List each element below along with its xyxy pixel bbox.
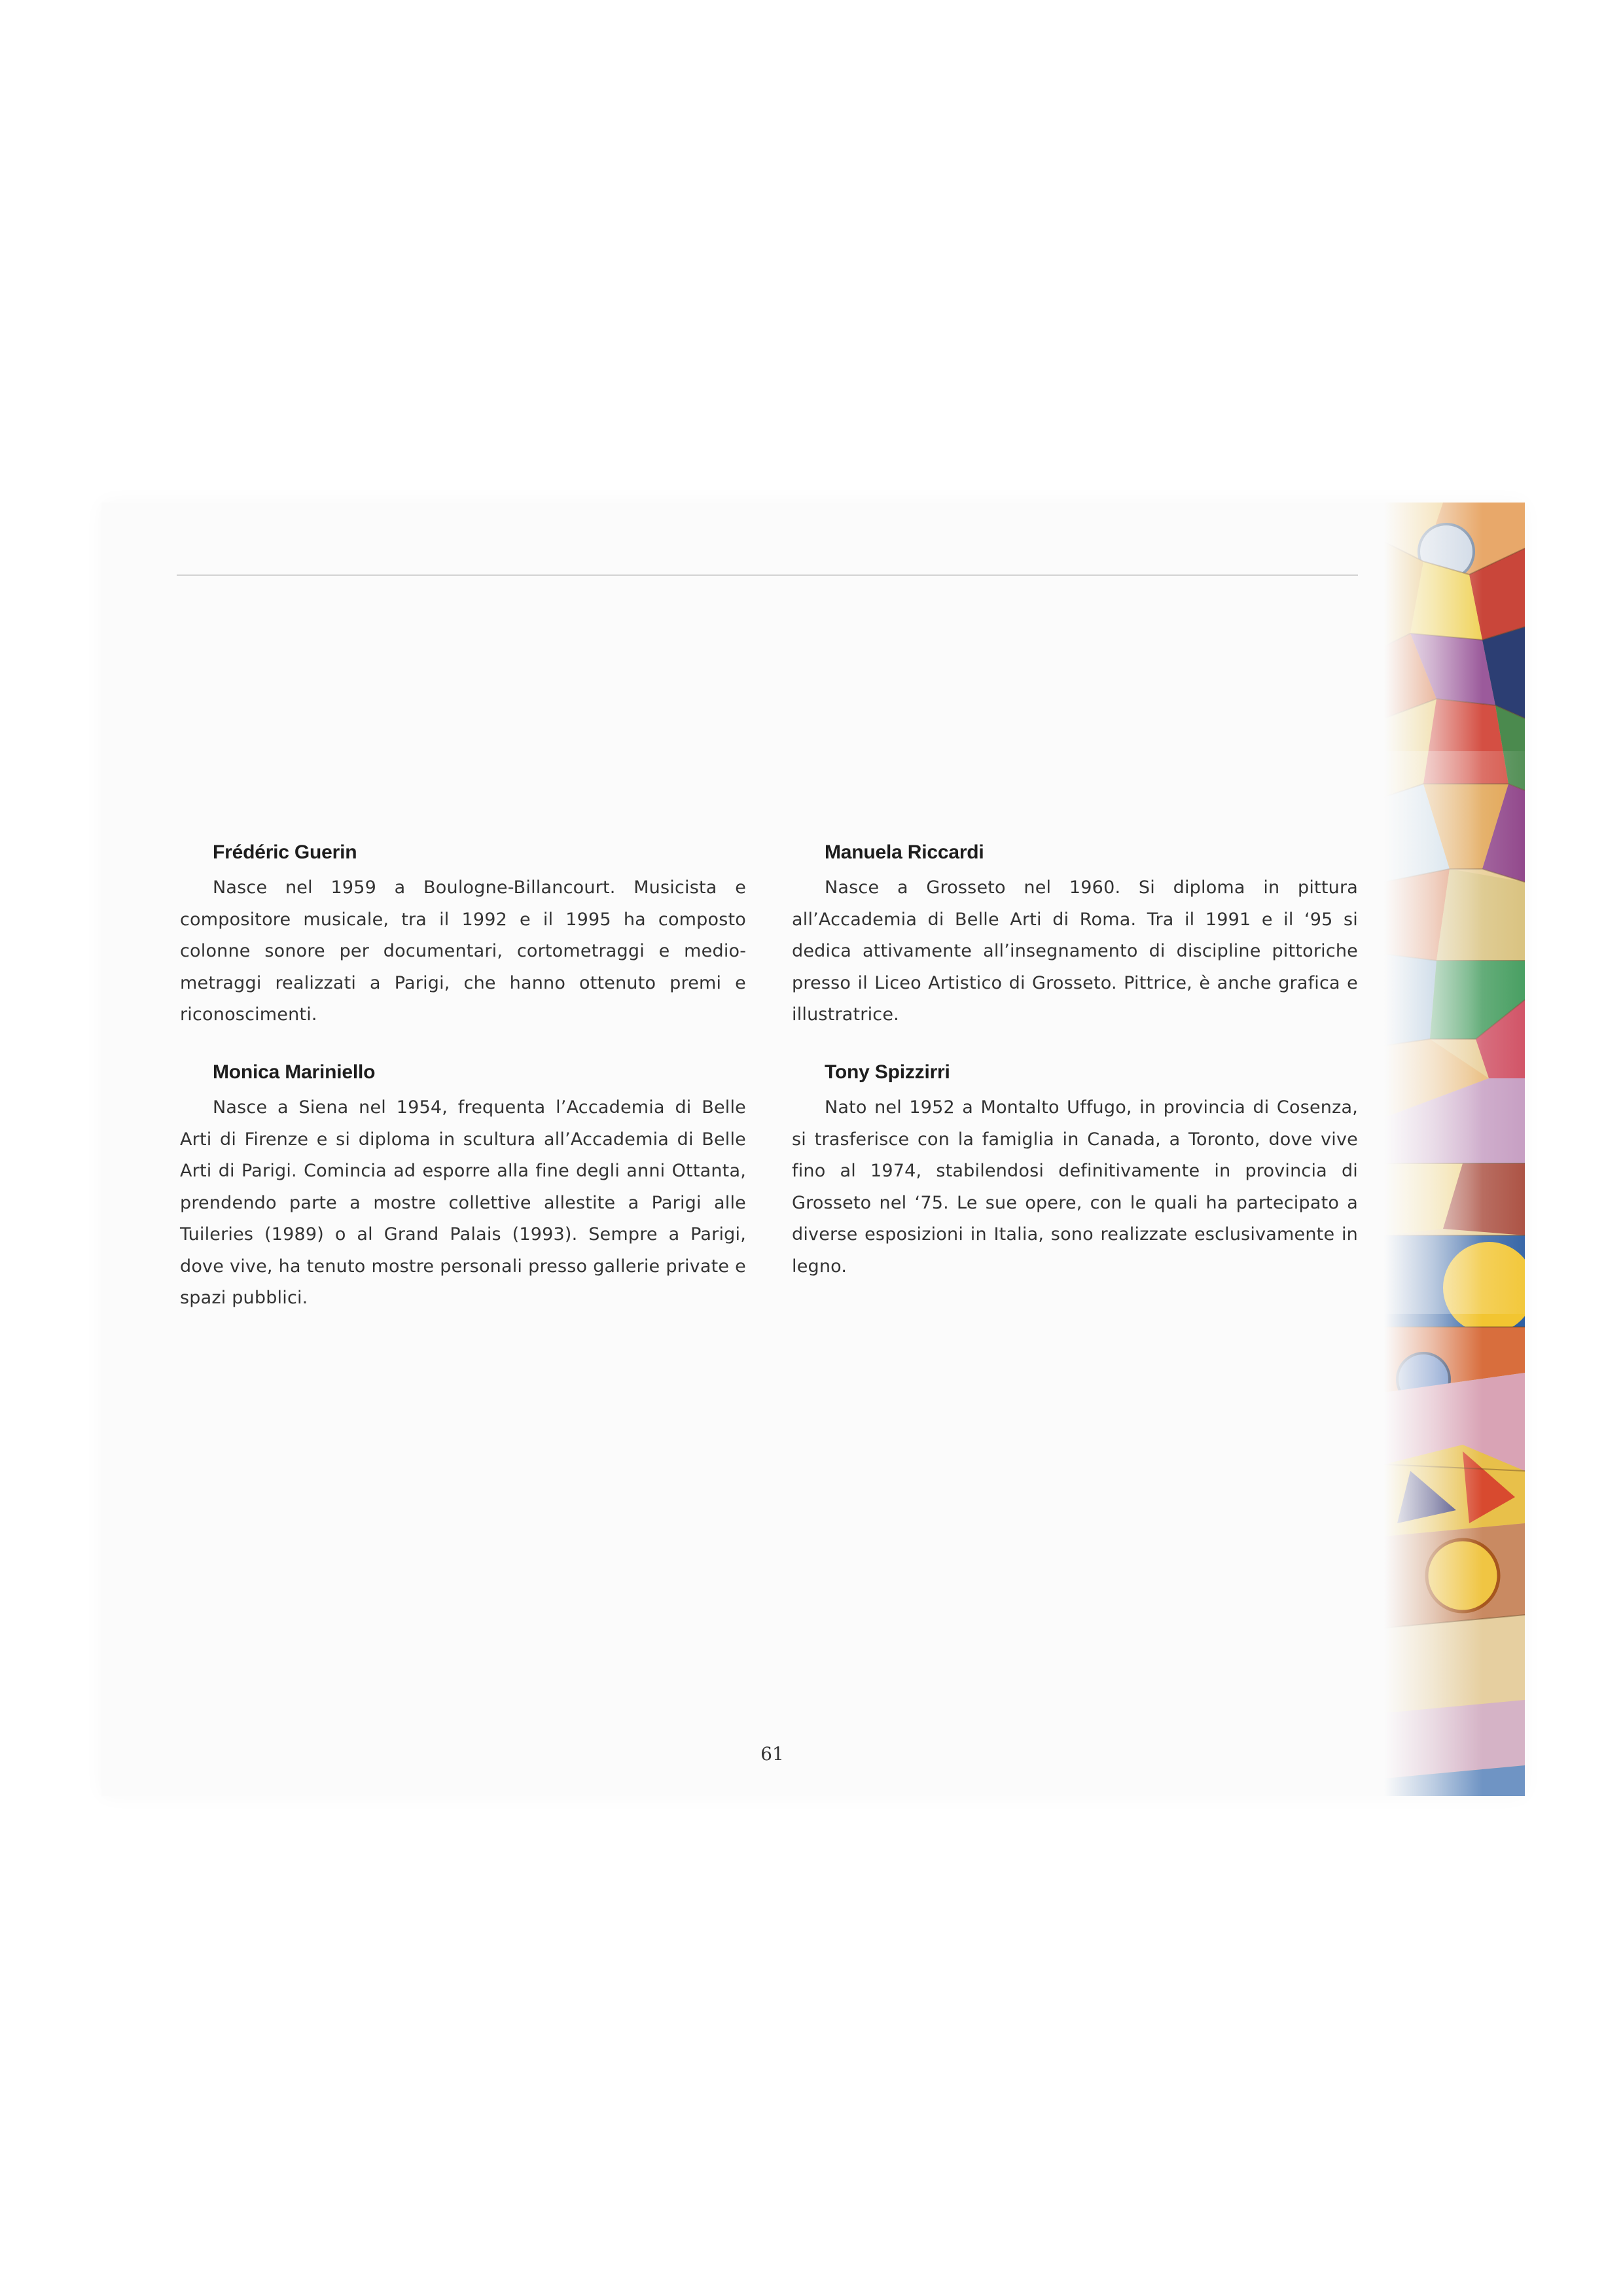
bio-frederic-guerin [180,838,746,1031]
bio-name: Monica Mariniello [213,1061,376,1083]
bio-monica-mariniello [180,1058,746,1315]
mosaic-artwork-strip [1384,503,1525,1796]
bio-text: Nasce a Siena nel 1954, frequenta l’Accademia di Belle Arti di Firenze e si diploma in scultura all’Accademia di Belle Arti di Parigi. Comincia ad esporre alla fine degli anni Ottanta, prendendo parte a mostre collettive allestite a Parigi alle Tuileries (1989) o al Grand Palais (1993). Sempre a Parigi, dove vive, ha tenuto mostre personali presso gallerie private e spazi pubblici. [180,1097,746,1308]
bio-text: Nasce a Grosseto nel 1960. Si diploma in pittura all’Accademia di Belle Arti di Roma. Tra il 1991 e il ‘95 si dedica attivamente all’insegnamento di discipline pittoriche presso il Liceo Artistico di Grosseto. Pittrice, è anche grafica e illustratrice. [792,877,1358,1025]
bio-tony-spizzirri [792,1058,1358,1282]
bio-text: Nato nel 1952 a Montalto Uffugo, in provincia di Cosenza, si trasferisce con la famiglia in Canada, a Toronto, dove vive fino al 1974, stabilendosi definitivamente in provincia di Grosseto nel ‘75. Le sue opere, con le quali ha partecipato a diverse esposizioni in Italia, sono realizzate esclusivamente in legno. [792,1097,1358,1277]
bio-name: Tony Spizzirri [825,1061,950,1083]
header-rule [177,574,1358,576]
page-number: 61 [760,1743,784,1765]
mosaic-artwork [1384,503,1525,1796]
bio-text: Nasce nel 1959 a Boulogne-Billancourt. Musicista e compositore musicale, tra il 1992 e il 1995 ha composto colonne sonore per documentari, cortometraggi e mediometraggi realizzati a Parigi, che hanno ottenuto premi e riconoscimenti. [180,877,746,1025]
bio-name: Frédéric Guerin [213,841,357,863]
bio-manuela-riccardi [792,838,1358,1031]
bio-name: Manuela Riccardi [825,841,984,863]
